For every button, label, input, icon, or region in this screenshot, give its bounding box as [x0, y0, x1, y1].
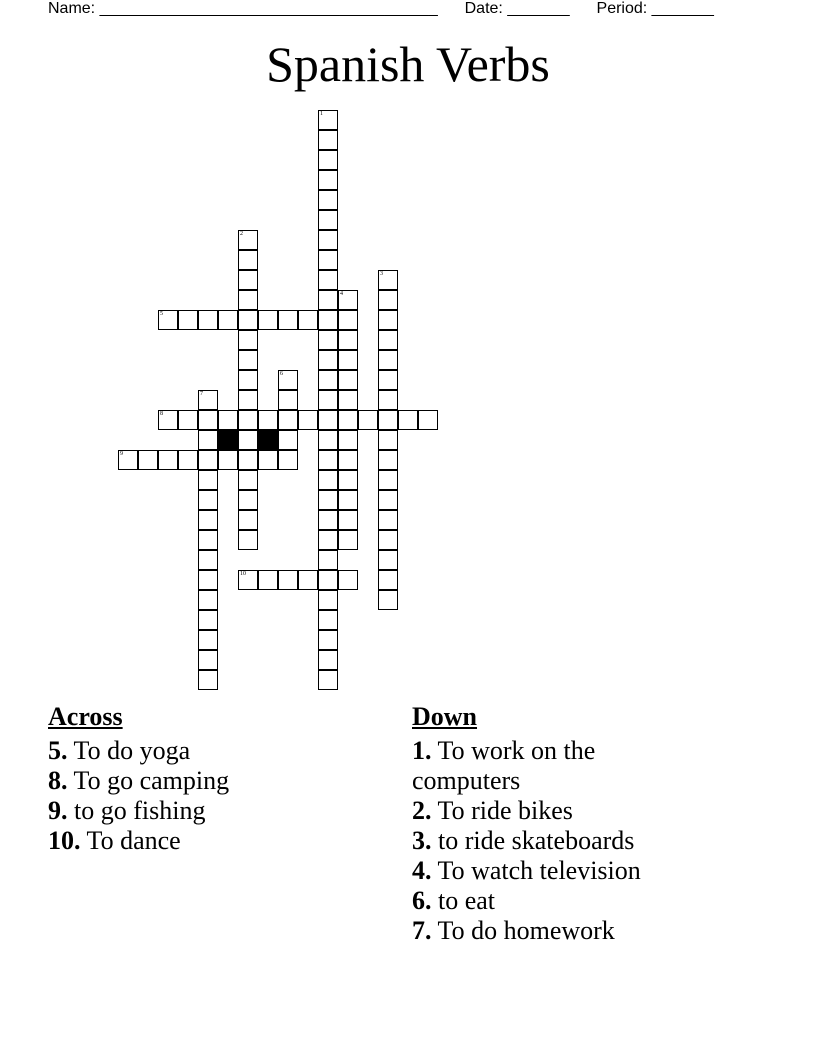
period-field: Period: _______ — [596, 0, 714, 17]
grid-cell[interactable] — [218, 450, 238, 470]
clue-number: 9. — [48, 796, 68, 825]
across-heading: Across — [48, 702, 123, 731]
grid-cell[interactable] — [238, 310, 258, 330]
grid-cell[interactable] — [338, 430, 358, 450]
grid-cell[interactable] — [238, 510, 258, 530]
down-clue — [412, 856, 702, 886]
grid-cell[interactable] — [278, 570, 298, 590]
grid-cell[interactable] — [278, 430, 298, 450]
grid-cell[interactable] — [318, 110, 338, 130]
name-field: Name: ______________________________________ — [48, 0, 438, 17]
grid-cell[interactable] — [318, 650, 338, 670]
grid-cell[interactable] — [198, 490, 218, 510]
cell-number: 2 — [240, 231, 243, 237]
grid-cell[interactable] — [378, 410, 398, 430]
grid-cell[interactable] — [318, 550, 338, 570]
grid-cell[interactable] — [298, 310, 318, 330]
grid-cell[interactable] — [318, 630, 338, 650]
grid-cell[interactable] — [238, 530, 258, 550]
clue-text: To watch television — [431, 856, 641, 885]
down-clue — [412, 916, 702, 946]
clue-number: 7. — [412, 916, 432, 945]
grid-cell[interactable] — [238, 230, 258, 250]
grid-cell[interactable] — [178, 450, 198, 470]
grid-cell[interactable] — [198, 670, 218, 690]
grid-cell[interactable] — [198, 570, 218, 590]
grid-cell[interactable] — [318, 590, 338, 610]
grid-cell[interactable] — [318, 570, 338, 590]
grid-cell[interactable] — [198, 430, 218, 450]
grid-cell[interactable] — [418, 410, 438, 430]
clue-number: 1. — [412, 736, 432, 765]
grid-cell[interactable] — [338, 290, 358, 310]
grid-cell[interactable] — [338, 510, 358, 530]
grid-cell[interactable] — [318, 430, 338, 450]
grid-cell[interactable] — [238, 350, 258, 370]
cell-number: 4 — [340, 291, 343, 297]
down-clue — [412, 886, 702, 916]
grid-cell[interactable] — [158, 410, 178, 430]
grid-cell[interactable] — [178, 410, 198, 430]
grid-cell[interactable] — [338, 450, 358, 470]
clue-text: To go camping — [67, 766, 230, 795]
grid-cell[interactable] — [338, 390, 358, 410]
grid-cell[interactable] — [378, 570, 398, 590]
date-field: Date: _______ — [464, 0, 570, 17]
page-title: Spanish Verbs — [266, 36, 550, 92]
grid-cell[interactable] — [198, 450, 218, 470]
grid-cell[interactable] — [318, 470, 338, 490]
grid-cell[interactable] — [378, 350, 398, 370]
grid-cell[interactable] — [318, 210, 338, 230]
grid-cell[interactable] — [378, 470, 398, 490]
grid-cell[interactable] — [358, 410, 378, 430]
grid-cell[interactable] — [318, 410, 338, 430]
grid-cell[interactable] — [238, 370, 258, 390]
grid-cell[interactable] — [238, 330, 258, 350]
across-clues — [48, 702, 388, 856]
down-heading: Down — [412, 702, 478, 731]
down-clue — [412, 736, 702, 796]
grid-cell[interactable] — [318, 330, 338, 350]
grid-cell[interactable] — [318, 250, 338, 270]
clue-number: 3. — [412, 826, 432, 855]
blocked-cell — [258, 430, 278, 450]
grid-cell[interactable] — [238, 570, 258, 590]
grid-cell[interactable] — [278, 450, 298, 470]
grid-cell[interactable] — [238, 270, 258, 290]
grid-cell[interactable] — [218, 310, 238, 330]
blocked-cell — [218, 430, 238, 450]
grid-cell[interactable] — [238, 490, 258, 510]
grid-cell[interactable] — [338, 370, 358, 390]
clue-text: To do yoga — [67, 736, 191, 765]
grid-cell[interactable] — [238, 470, 258, 490]
grid-cell[interactable] — [318, 450, 338, 470]
across-clue-list — [48, 736, 388, 856]
grid-cell[interactable] — [198, 630, 218, 650]
down-clue-list — [412, 736, 702, 946]
across-clue — [48, 796, 388, 826]
grid-cell[interactable] — [378, 490, 398, 510]
grid-cell[interactable] — [338, 330, 358, 350]
clue-text: To work on the computers — [412, 736, 596, 795]
grid-cell[interactable] — [378, 270, 398, 290]
cell-number: 6 — [280, 371, 283, 377]
grid-cell[interactable] — [318, 670, 338, 690]
clue-text: To do homework — [431, 916, 615, 945]
cell-number: 9 — [120, 451, 123, 457]
clue-text: to eat — [431, 886, 496, 915]
cell-number: 10 — [240, 571, 246, 577]
across-clue — [48, 826, 388, 856]
grid-cell[interactable] — [238, 430, 258, 450]
clue-number: 8. — [48, 766, 68, 795]
grid-cell[interactable] — [378, 370, 398, 390]
grid-cell[interactable] — [318, 150, 338, 170]
grid-cell[interactable] — [238, 450, 258, 470]
grid-cell[interactable] — [318, 270, 338, 290]
grid-cell[interactable] — [198, 530, 218, 550]
grid-cell[interactable] — [198, 310, 218, 330]
grid-cell[interactable] — [178, 310, 198, 330]
cell-number: 5 — [160, 311, 163, 317]
grid-cell[interactable] — [338, 350, 358, 370]
grid-cell[interactable] — [318, 190, 338, 210]
grid-cell[interactable] — [318, 390, 338, 410]
grid-cell[interactable] — [198, 510, 218, 530]
clue-text: To dance — [80, 826, 181, 855]
grid-cell[interactable] — [158, 310, 178, 330]
grid-cell[interactable] — [318, 130, 338, 150]
grid-cell[interactable] — [258, 310, 278, 330]
down-clue — [412, 796, 702, 826]
grid-cell[interactable] — [318, 490, 338, 510]
grid-cell[interactable] — [198, 650, 218, 670]
down-clues — [412, 702, 702, 946]
grid-cell[interactable] — [238, 390, 258, 410]
grid-cell[interactable] — [378, 450, 398, 470]
grid-cell[interactable] — [378, 530, 398, 550]
grid-cell[interactable] — [278, 390, 298, 410]
cell-number: 7 — [200, 391, 203, 397]
grid-cell[interactable] — [278, 410, 298, 430]
grid-cell[interactable] — [378, 590, 398, 610]
grid-cell[interactable] — [338, 570, 358, 590]
cell-number: 8 — [160, 411, 163, 417]
grid-cell[interactable] — [378, 550, 398, 570]
grid-cell[interactable] — [118, 450, 138, 470]
down-clue — [412, 826, 702, 856]
grid-cell[interactable] — [198, 410, 218, 430]
grid-cell[interactable] — [318, 530, 338, 550]
clue-number: 6. — [412, 886, 432, 915]
grid-cell[interactable] — [318, 510, 338, 530]
grid-cell[interactable] — [378, 430, 398, 450]
grid-cell[interactable] — [298, 570, 318, 590]
grid-cell[interactable] — [198, 390, 218, 410]
clue-number: 4. — [412, 856, 432, 885]
grid-cell[interactable] — [318, 170, 338, 190]
grid-cell[interactable] — [318, 370, 338, 390]
clue-text: to go fishing — [67, 796, 206, 825]
grid-cell[interactable] — [198, 610, 218, 630]
grid-cell[interactable] — [318, 310, 338, 330]
grid-cell[interactable] — [198, 550, 218, 570]
grid-cell[interactable] — [318, 230, 338, 250]
grid-cell[interactable] — [218, 410, 238, 430]
grid-cell[interactable] — [298, 410, 318, 430]
grid-cell[interactable] — [318, 610, 338, 630]
grid-cell[interactable] — [138, 450, 158, 470]
grid-cell[interactable] — [338, 410, 358, 430]
clue-number: 2. — [412, 796, 432, 825]
grid-cell[interactable] — [198, 470, 218, 490]
grid-cell[interactable] — [278, 370, 298, 390]
across-clue — [48, 736, 388, 766]
across-clue — [48, 766, 388, 796]
clue-number: 5. — [48, 736, 68, 765]
grid-cell[interactable] — [398, 410, 418, 430]
grid-cell[interactable] — [278, 310, 298, 330]
grid-cell[interactable] — [238, 290, 258, 310]
grid-cell[interactable] — [338, 310, 358, 330]
clue-text: To ride bikes — [431, 796, 573, 825]
grid-cell[interactable] — [378, 330, 398, 350]
grid-cell[interactable] — [258, 570, 278, 590]
grid-cell[interactable] — [378, 390, 398, 410]
grid-cell[interactable] — [318, 350, 338, 370]
cell-number: 3 — [380, 271, 383, 277]
grid-cell[interactable] — [378, 290, 398, 310]
grid-cell[interactable] — [338, 530, 358, 550]
grid-cell[interactable] — [198, 590, 218, 610]
cell-number: 1 — [320, 111, 323, 117]
grid-cell[interactable] — [238, 410, 258, 430]
grid-cell[interactable] — [258, 410, 278, 430]
grid-cell[interactable] — [338, 490, 358, 510]
grid-cell[interactable] — [338, 470, 358, 490]
clue-text: to ride skateboards — [431, 826, 635, 855]
grid-cell[interactable] — [378, 510, 398, 530]
grid-cell[interactable] — [378, 310, 398, 330]
grid-cell[interactable] — [318, 290, 338, 310]
grid-cell[interactable] — [238, 250, 258, 270]
grid-cell[interactable] — [258, 450, 278, 470]
grid-cell[interactable] — [158, 450, 178, 470]
clue-number: 10. — [48, 826, 81, 855]
